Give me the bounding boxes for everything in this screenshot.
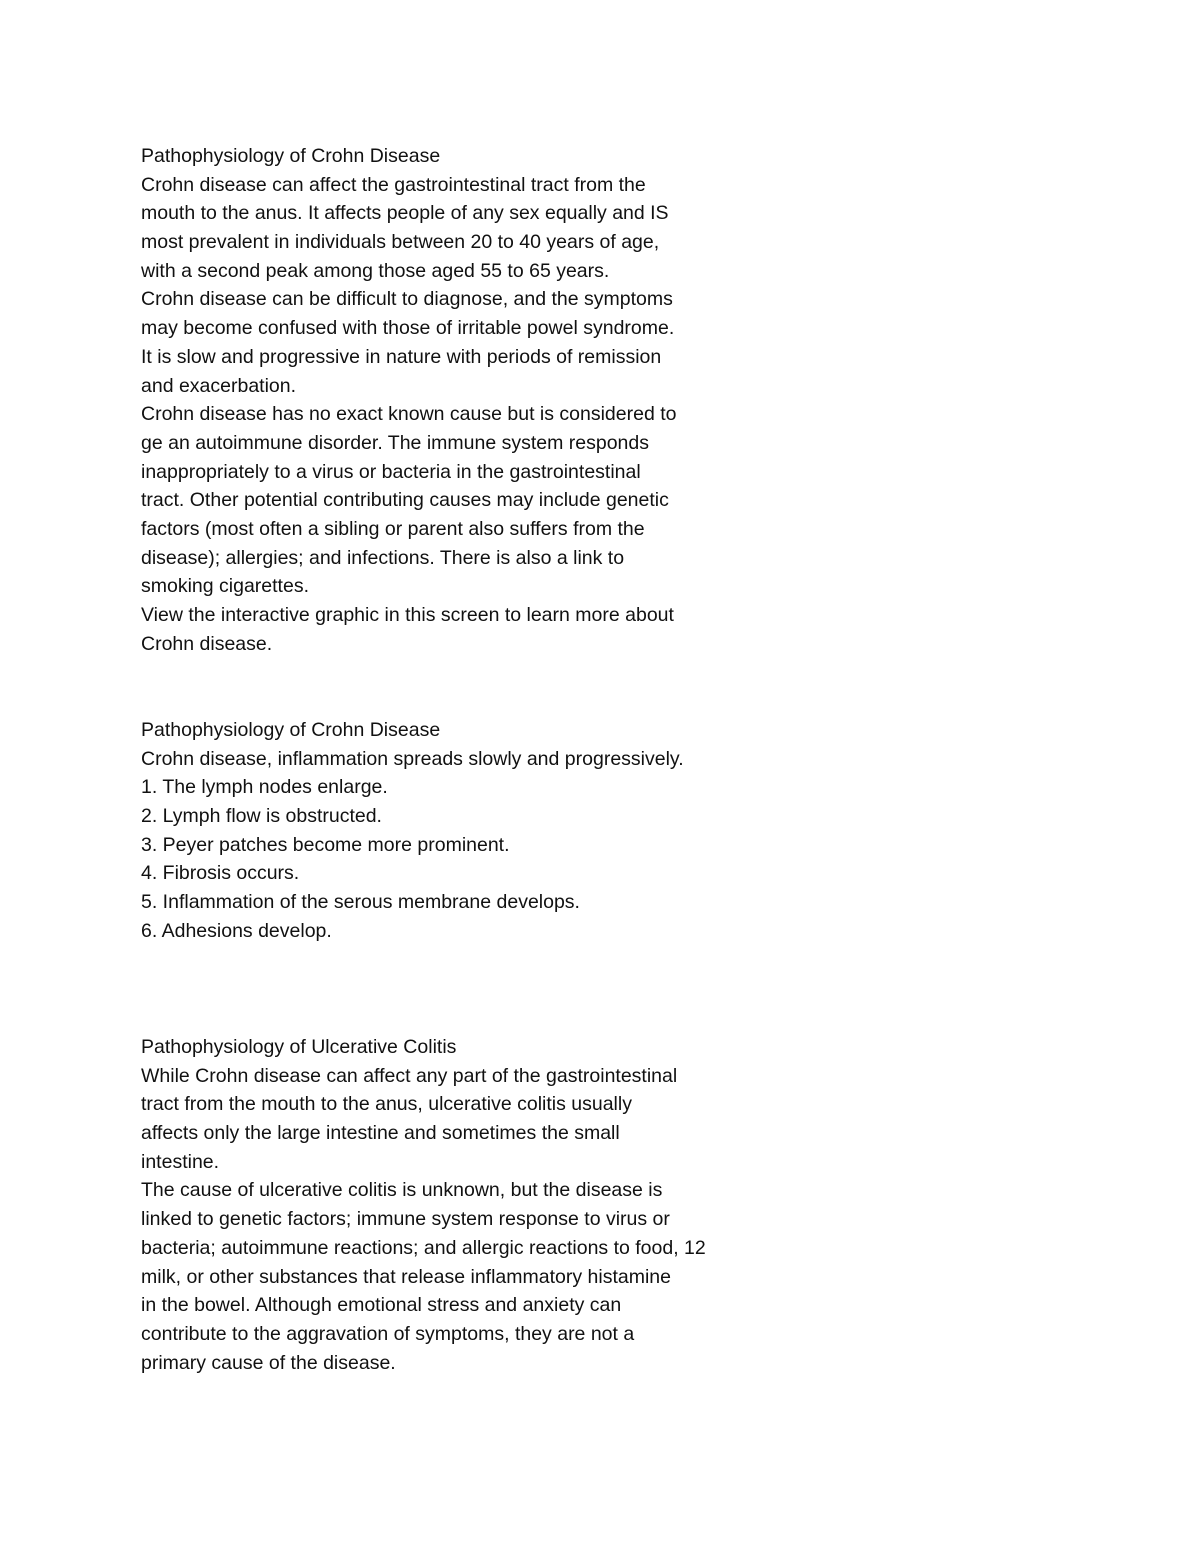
paragraph-line: intestine. xyxy=(141,1150,220,1173)
paragraph-line: Crohn disease, inflammation spreads slowly and progressively. xyxy=(141,747,684,770)
section-title: Pathophysiology of Crohn Disease xyxy=(141,145,441,167)
paragraph-line: most prevalent in individuals between 20 to 40 years of age, xyxy=(141,231,660,254)
paragraph-line: disease); allergies; and infections. There is also a link to xyxy=(141,546,625,569)
section-title: Pathophysiology of Ulcerative Colitis xyxy=(141,1036,457,1058)
paragraph-line: The cause of ulcerative colitis is unknown, but the disease is xyxy=(141,1179,663,1202)
paragraph-line: affects only the large intestine and sometimes the small xyxy=(141,1122,620,1145)
paragraph-line: linked to genetic factors; immune system response to virus or xyxy=(141,1208,670,1231)
paragraph-line: milk, or other substances that release inflammatory histamine xyxy=(141,1265,671,1288)
section-crohn-overview xyxy=(141,142,841,658)
paragraph-line: tract from the mouth to the anus, ulcerative colitis usually xyxy=(141,1093,632,1116)
paragraph-line: factors (most often a sibling or parent also suffers from the xyxy=(141,517,645,540)
list-item: 6. Adhesions develop. xyxy=(141,919,332,942)
paragraph-line: ge an autoimmune disorder. The immune system responds xyxy=(141,431,649,454)
paragraph-line: smoking cigarettes. xyxy=(141,575,309,598)
paragraph-line: Crohn disease can affect the gastrointestinal tract from the xyxy=(141,173,646,196)
list-item: 3. Peyer patches become more prominent. xyxy=(141,833,510,856)
paragraph-line: mouth to the anus. It affects people of any sex equally and IS xyxy=(141,202,669,225)
paragraph-line: with a second peak among those aged 55 to 65 years. xyxy=(141,259,610,282)
paragraph-line: It is slow and progressive in nature with periods of remission xyxy=(141,345,662,368)
paragraph-line: and exacerbation. xyxy=(141,374,297,397)
list-item: 1. The lymph nodes enlarge. xyxy=(141,776,388,799)
list-item: 2. Lymph flow is obstructed. xyxy=(141,805,382,828)
paragraph-line: tract. Other potential contributing causes may include genetic xyxy=(141,489,669,512)
list-item: 4. Fibrosis occurs. xyxy=(141,862,300,885)
paragraph-line: Crohn disease can be difficult to diagnose, and the symptoms xyxy=(141,288,673,311)
paragraph-line: may become confused with those of irritable powel syndrome. xyxy=(141,317,675,340)
paragraph-line: Crohn disease. xyxy=(141,632,273,655)
list-item: 5. Inflammation of the serous membrane develops. xyxy=(141,891,580,914)
paragraph-line: contribute to the aggravation of symptoms, they are not a xyxy=(141,1322,635,1345)
paragraph-line: Crohn disease has no exact known cause but is considered to xyxy=(141,403,677,426)
paragraph-line: View the interactive graphic in this screen to learn more about xyxy=(141,604,674,626)
paragraph-line: bacteria; autoimmune reactions; and allergic reactions to food, 12 xyxy=(141,1236,706,1259)
section-ulcerative-colitis xyxy=(141,1033,841,1377)
section-crohn-steps xyxy=(141,716,841,946)
paragraph-line: inappropriately to a virus or bacteria in the gastrointestinal xyxy=(141,460,641,483)
paragraph-line: While Crohn disease can affect any part of the gastrointestinal xyxy=(141,1064,678,1087)
section-title: Pathophysiology of Crohn Disease xyxy=(141,719,441,741)
paragraph-line: primary cause of the disease. xyxy=(141,1351,396,1374)
paragraph-line: in the bowel. Although emotional stress and anxiety can xyxy=(141,1294,622,1317)
